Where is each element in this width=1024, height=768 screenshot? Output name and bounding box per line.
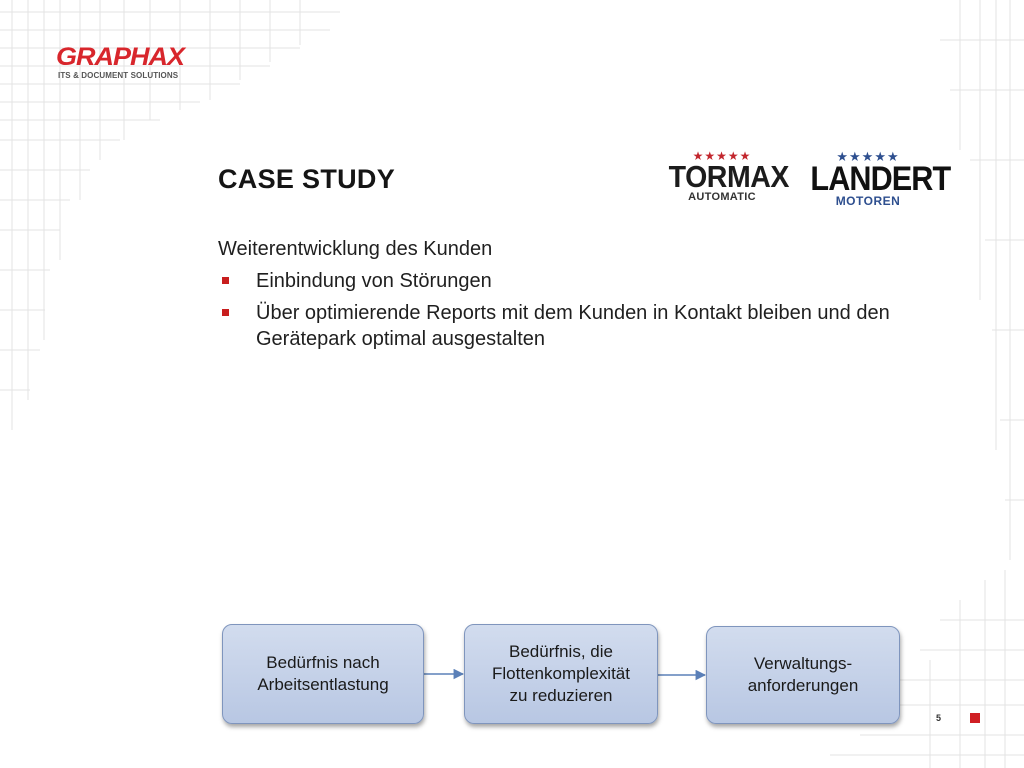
square-bullet-icon bbox=[222, 277, 229, 284]
tormax-stars-icon: ★★★★★ bbox=[692, 149, 752, 163]
slide-title: CASE STUDY bbox=[218, 164, 396, 194]
flow-step-fleet-complexity bbox=[464, 624, 658, 724]
bullet-list bbox=[218, 268, 918, 352]
tormax-logo bbox=[664, 149, 789, 210]
lead-text: Weiterentwicklung des Kunden bbox=[218, 238, 493, 260]
bullet-text: Einbindung von Störungen bbox=[256, 270, 492, 292]
landert-logo bbox=[804, 149, 951, 212]
flow-step-label: Verwaltungs- anforderungen bbox=[747, 654, 859, 695]
flow-step-label: Bedürfnis nach Arbeitsentlastung bbox=[257, 653, 389, 694]
bullet-text: Über optimierende Reports mit dem Kunden in Kontakt bleiben und den Gerätepark optimal ausgestalten bbox=[256, 302, 890, 350]
flow-step-label: Bedürfnis, die Flottenkomplexität zu reduzieren bbox=[492, 642, 630, 705]
flow-step-workload-relief bbox=[222, 624, 424, 724]
bullet-item bbox=[218, 300, 918, 352]
landert-wordmark: LANDERT bbox=[810, 160, 951, 198]
page-marker-icon bbox=[970, 713, 980, 723]
landert-stars-icon: ★★★★★ bbox=[836, 149, 900, 164]
landert-subline: MOTOREN bbox=[835, 194, 901, 208]
graphax-logo bbox=[56, 44, 188, 84]
tormax-subline: AUTOMATIC bbox=[688, 191, 756, 203]
graphax-tagline: ITS & DOCUMENT SOLUTIONS bbox=[58, 71, 179, 80]
tormax-wordmark: TORMAX bbox=[668, 159, 789, 194]
slide-body bbox=[218, 236, 918, 358]
flow-step-admin-requirements bbox=[706, 626, 900, 724]
square-bullet-icon bbox=[222, 309, 229, 316]
bullet-item bbox=[218, 268, 918, 294]
graphax-wordmark: GRAPHAX bbox=[56, 43, 185, 71]
page-number: 5 bbox=[936, 713, 942, 723]
